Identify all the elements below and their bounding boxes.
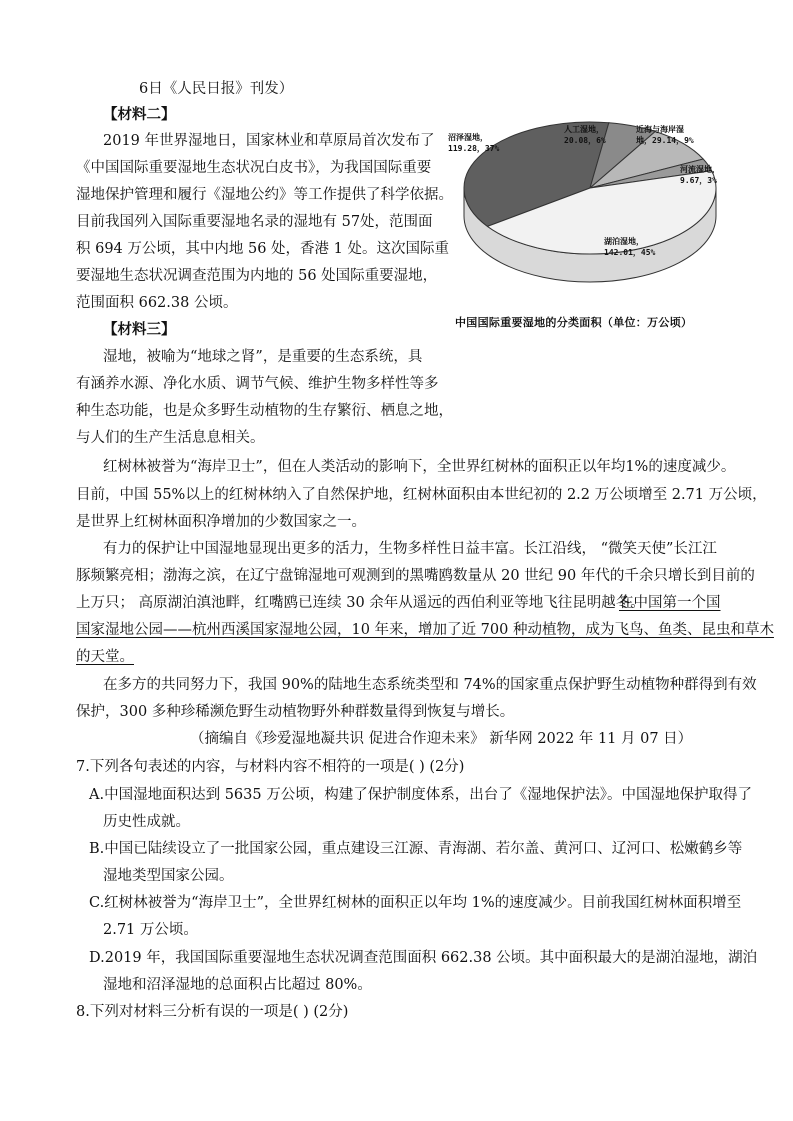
material3-line: 目前，中国 55%以上的红树林纳入了自然保护地，红树林面积由本世纪初的 2.2 万公顷增至 2.71 万公顷， <box>76 487 767 503</box>
material3-line: 红树林被誉为“海岸卫士”，但在人类活动的影响下，全世界红树林的面积正以年均1%的速度减少。 <box>103 459 736 475</box>
top-line: 6日《人民日报》刊发） <box>139 81 294 97</box>
material3-underlined-text: 的天堂。 <box>76 649 134 665</box>
question7-option-a: A.中国湿地面积达到 5635 万公顷，构建了保护制度体系，出台了《湿地保护法》。中国湿地保护取得了 <box>89 787 752 803</box>
material3-line: 种生态功能，也是众多野生动植物的生存繁衍、栖息之地， <box>76 403 453 419</box>
material3-underlined-text: 国家湿地公园——杭州西溪国家湿地公园，10 年来，增加了近 700 种动植物，成为飞鸟、鱼类、昆虫和草木 <box>76 622 774 638</box>
material3-line: 保护，300 多种珍稀濒危野生动植物野外种群数量得到恢复与增长。 <box>76 704 515 720</box>
pie-slice-value-label: 9.67，3% <box>680 176 717 185</box>
pie-slice-value-label: 142.01，45% <box>604 248 656 257</box>
question7-option-d-cont: 湿地和沼泽湿地的总面积占比超过 80%。 <box>103 977 372 993</box>
question7-option-b: B.中国已陆续设立了一批国家公园，重点建设三江源、青海湖、若尔盖、黄河口、辽河口、松嫩鹤乡等 <box>89 841 743 857</box>
question7-option-b-cont: 湿地类型国家公园。 <box>103 868 234 884</box>
pie-slice-value-label: 119.28，37% <box>448 144 500 153</box>
material3-line: 在多方的共同努力下，我国 90%的陆地生态系统类型和 74%的国家重点保护野生动植物种群得到有效 <box>103 677 757 693</box>
source-citation: （摘编自《珍爱湿地凝共识 促进合作迎未来》 新华网 2022 年 11 月 07 日） <box>190 731 693 747</box>
material2-line: 2019 年世界湿地日，国家林业和草原局首次发布了 <box>103 133 435 149</box>
pie-slice-value-label: 地，29.14，9% <box>636 136 694 145</box>
question7-option-c-cont: 2.71 万公顷。 <box>103 922 198 938</box>
material2-heading: 【材料二】 <box>103 106 176 123</box>
material3-line: 有力的保护让中国湿地显现出更多的活力，生物多样性日益丰富。长江沿线， “微笑天使”长江江 <box>103 541 717 557</box>
material2-line: 要湿地生态状况调查范围为内地的 56 处国际重要湿地， <box>76 268 438 284</box>
material2-line: 湿地保护管理和履行《湿地公约》等工作提供了科学依据。 <box>76 187 453 203</box>
pie-slice-label: 近海与海岸湿 <box>636 125 684 134</box>
material3-heading: 【材料三】 <box>103 321 176 338</box>
question7-option-c: C.红树林被誉为“海岸卫士”，全世界红树林的面积正以年均 1%的速度减少。目前我国红树林面积增至 <box>89 895 742 911</box>
material3-underlined-text: 在中国第一个国 <box>619 595 721 611</box>
material2-line: 范围面积 662.38 公顷。 <box>76 295 238 311</box>
pie-slice-label: 人工湿地， <box>564 125 604 134</box>
pie-slice-value-label: 20.08，6% <box>564 136 606 145</box>
material2-line: 目前我国列入国际重要湿地名录的湿地有 57处，范围面 <box>76 214 433 230</box>
question7-option-d: D.2019 年，我国国际重要湿地生态状况调查范围面积 662.38 公顷。其中面积最大的是湖泊湿地，湖泊 <box>89 950 758 966</box>
chart-title: 中国国际重要湿地的分类面积（单位：万公顷） <box>455 316 693 329</box>
material2-line: 《中国国际重要湿地生态状况白皮书》，为我国国际重要 <box>76 160 432 176</box>
question7-stem: 7.下列各句表述的内容，与材料内容不相符的一项是( ) (2分) <box>76 759 465 775</box>
wetland-pie-chart <box>440 110 740 330</box>
material3-line: 有涵养水源、净化水质、调节气候、维护生物多样性等多 <box>76 376 439 392</box>
question7-option-a-cont: 历史性成就。 <box>103 814 190 830</box>
pie-slice-label: 湖泊湿地， <box>604 237 644 246</box>
pie-slice-label: 沼泽湿地， <box>448 133 488 142</box>
question8-stem: 8.下列对材料三分析有误的一项是( ) (2分) <box>76 1004 349 1020</box>
material2-line: 积 694 万公顷，其中内地 56 处，香港 1 处。这次国际重 <box>76 241 450 257</box>
material3-line: 湿地，被喻为“地球之肾”，是重要的生态系统，具 <box>103 349 423 365</box>
material3-line: 是世界上红树林面积净增加的少数国家之一。 <box>76 514 366 530</box>
pie-slice-label: 河流湿地， <box>680 165 720 174</box>
material3-line: 豚频繁亮相；渤海之滨，在辽宁盘锦湿地可观测到的黑嘴鸥数量从 20 世纪 90 年代的千余只增长到目前的 <box>76 568 755 584</box>
material3-line: 上万只； 高原湖泊滇池畔，红嘴鸥已连续 30 余年从遥远的西伯利亚等地飞往昆明越冬。 <box>76 595 645 611</box>
material3-line: 与人们的生产生活息息相关。 <box>76 430 265 446</box>
